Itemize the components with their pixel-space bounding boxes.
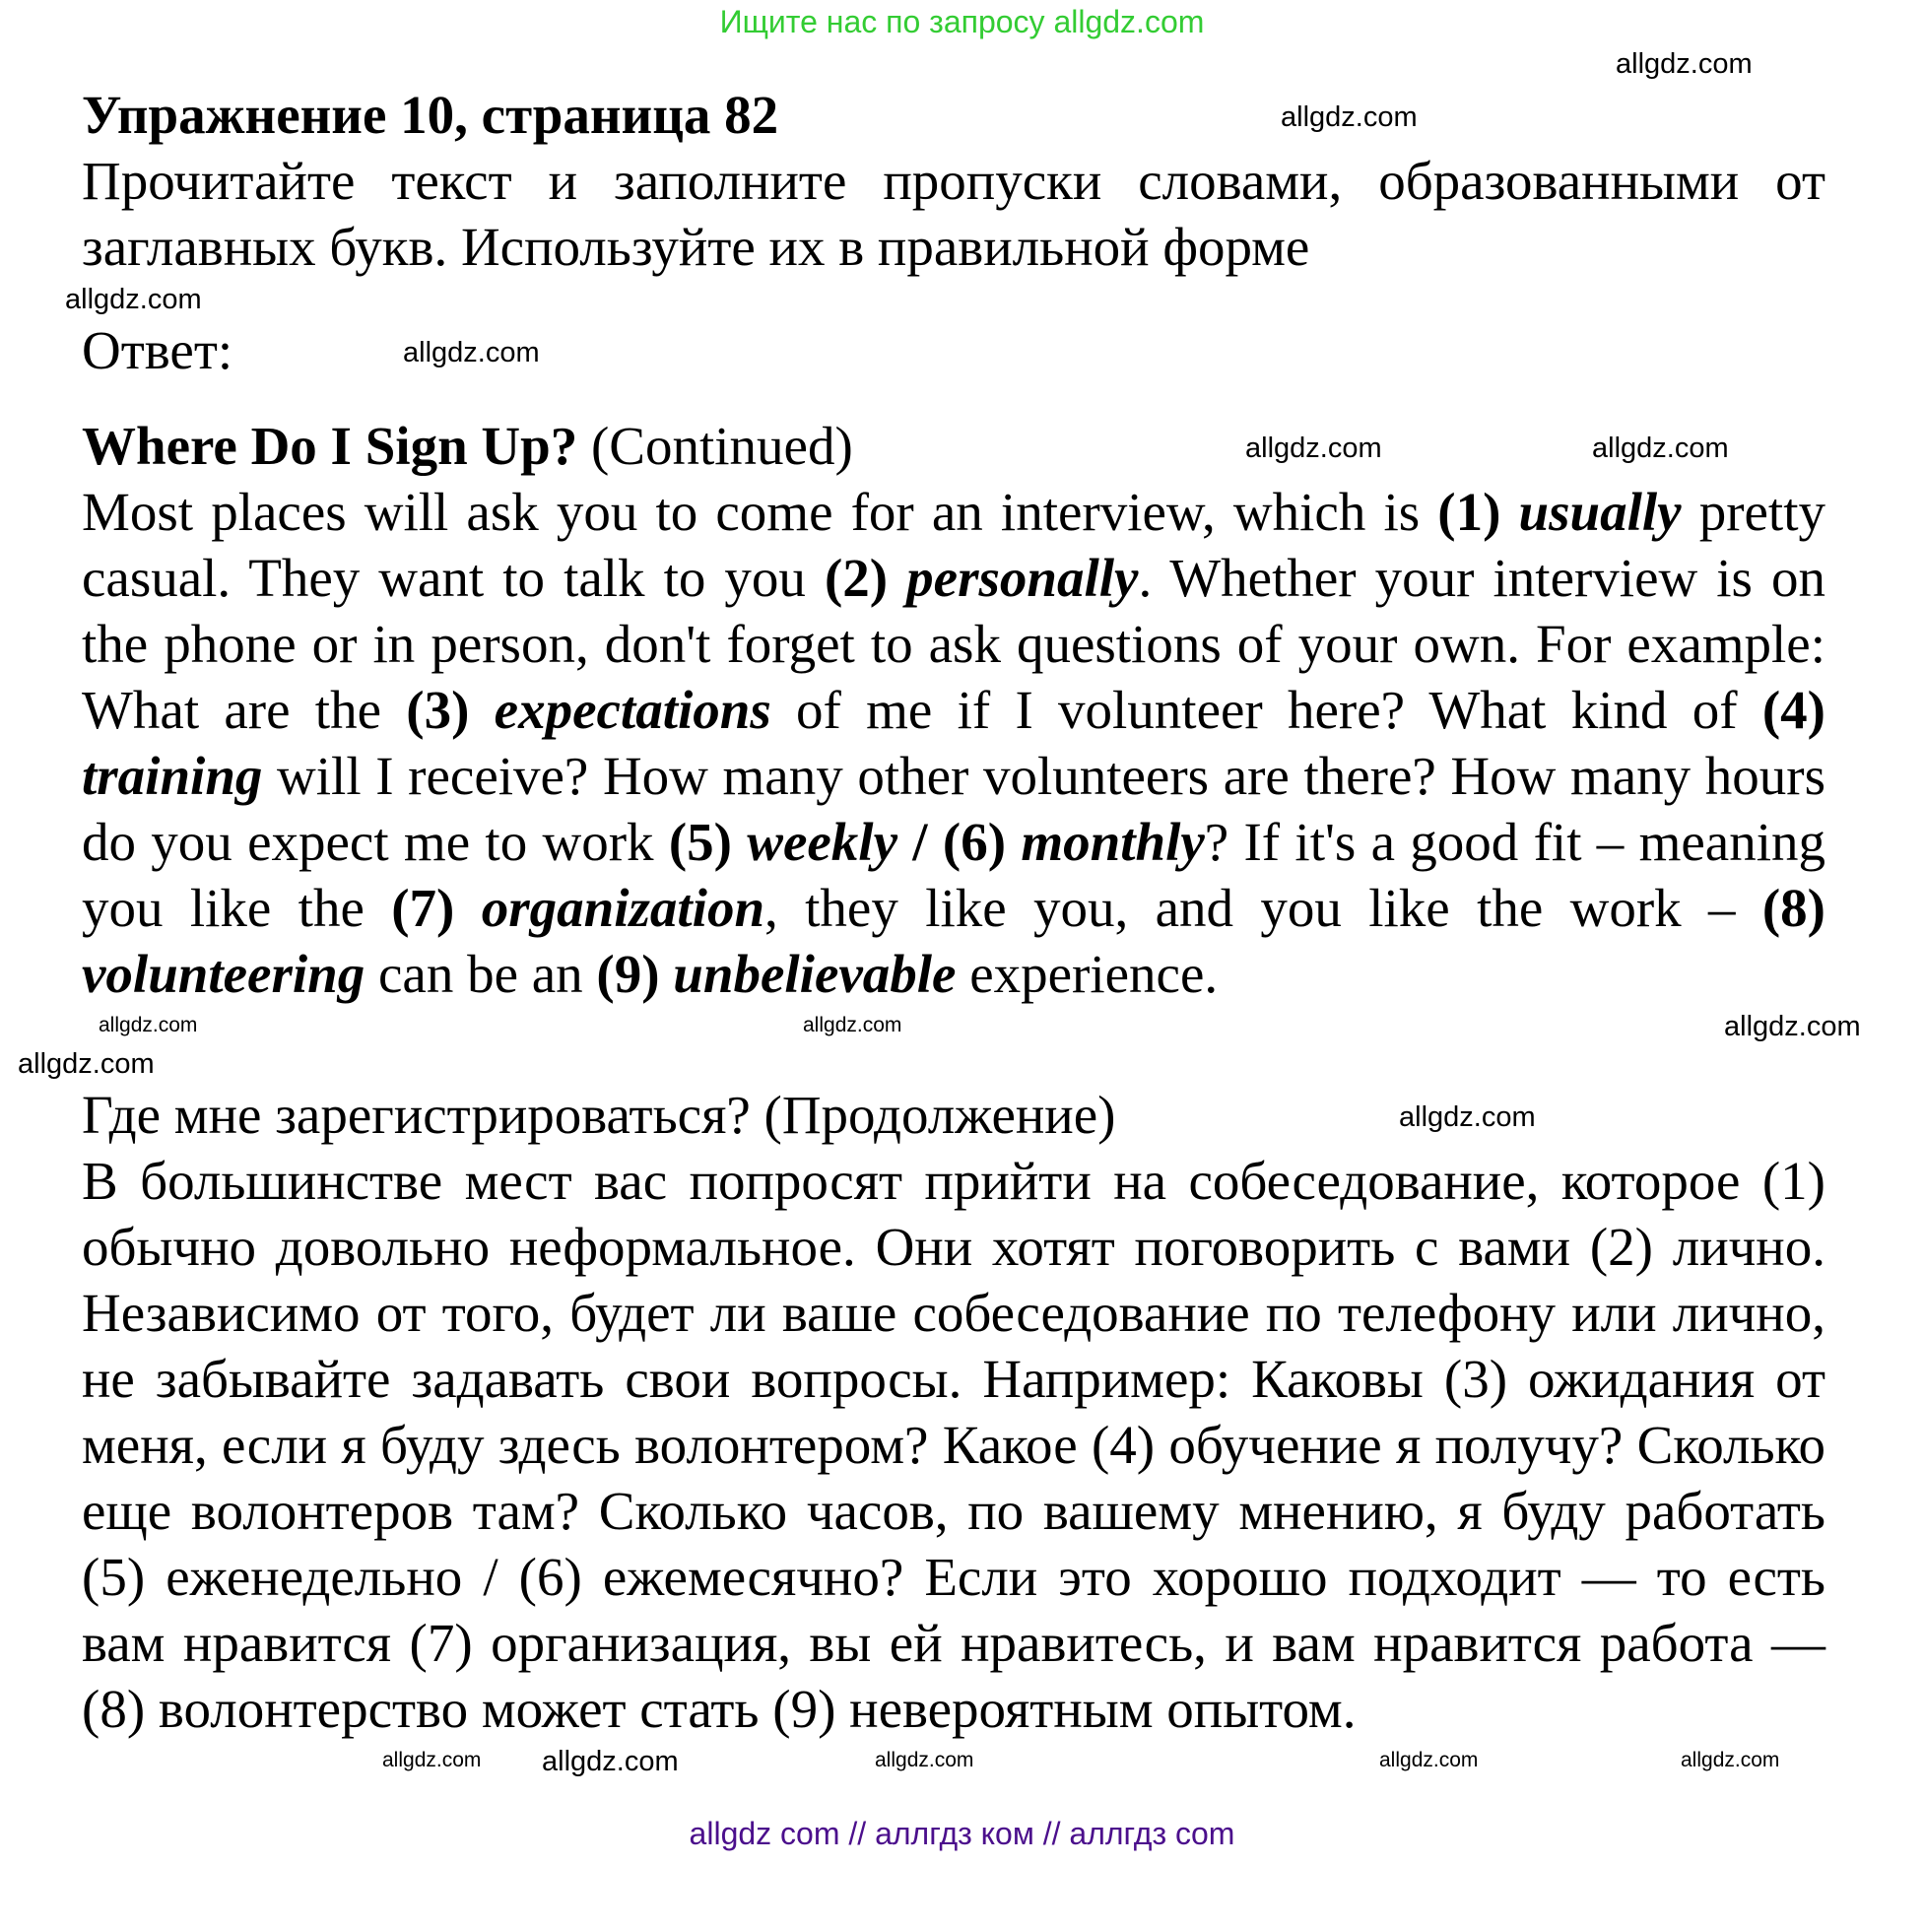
english-title-bold: Where Do I Sign Up?: [82, 416, 578, 476]
answer-word: weekly: [747, 812, 897, 872]
watermark: allgdz.com: [1681, 1749, 1780, 1771]
paragraph-text: will I receive? How many other volunteers are there? How many hours do you expect me to work: [82, 746, 1825, 872]
watermark: allgdz.com: [1592, 433, 1729, 464]
answer-word: personally: [906, 548, 1139, 608]
top-banner: Ищите нас по запросу allgdz.com: [719, 4, 1205, 39]
watermark-row: [0, 44, 1924, 82]
gap-number: (1): [1437, 482, 1519, 542]
paragraph-text: experience.: [956, 944, 1219, 1004]
answer-word: unbelievable: [673, 944, 957, 1004]
gap-number: (9): [596, 944, 674, 1004]
watermark-row: [0, 280, 1924, 317]
watermark: allgdz.com: [403, 337, 540, 368]
paragraph-text: , they like you, and you like the work –: [764, 878, 1762, 938]
paragraph-text: pretty casual. They want to talk to you: [82, 482, 1825, 608]
gap-number: (2): [824, 548, 907, 608]
gap-number: (6): [942, 812, 1022, 872]
watermark: allgdz.com: [542, 1746, 679, 1777]
gap-number: (3): [406, 680, 495, 740]
paragraph-text: Most places will ask you to come for an interview, which is: [82, 482, 1438, 542]
gap-number: /: [897, 812, 943, 872]
answer-word: expectations: [494, 680, 771, 740]
watermark-row: [0, 1742, 1924, 1779]
answer-label: Ответ:: [82, 320, 233, 380]
gap-number: (4): [1761, 680, 1825, 740]
paragraph-text: of me if I volunteer here? What kind of: [770, 680, 1762, 740]
watermark: allgdz.com: [382, 1749, 482, 1771]
footer-links: allgdz com // аллгдз ком // аллгдз com: [689, 1816, 1235, 1851]
instructions: Прочитайте текст и заполните пропуски словами, образованными от заглавных букв. Используйте их в правильной форме: [82, 151, 1825, 277]
paragraph-text: ? If it's a good fit – meaning you like the: [82, 812, 1825, 938]
watermark-row: [0, 1007, 1924, 1044]
answer-word: usually: [1518, 482, 1682, 542]
paragraph-text: . Whether your interview is on the phone or in person, don't forget to ask questions of your own. For example: What are the: [82, 548, 1825, 740]
exercise-title: Упражнение 10, страница 82: [82, 85, 779, 145]
watermark-row: [0, 1044, 1924, 1082]
watermark: allgdz.com: [18, 1048, 155, 1080]
english-title-row: [0, 413, 1924, 479]
answer-word: volunteering: [82, 944, 365, 1004]
russian-title-row: [0, 1082, 1924, 1148]
watermark: allgdz.com: [875, 1749, 974, 1771]
answer-row: [0, 317, 1924, 383]
gap-number: (5): [668, 812, 748, 872]
english-title: [82, 413, 853, 479]
gap-number: (8): [1761, 878, 1825, 938]
watermark: allgdz.com: [1245, 433, 1382, 464]
english-paragraph: [82, 479, 1825, 1007]
watermark: allgdz.com: [1379, 1749, 1479, 1771]
watermark: allgdz.com: [803, 1014, 902, 1036]
watermark: allgdz.com: [65, 284, 202, 315]
russian-title: Где мне зарегистрироваться? (Продолжение): [82, 1085, 1116, 1145]
english-title-rest: (Continued): [577, 416, 853, 476]
watermark: allgdz.com: [99, 1014, 198, 1036]
russian-paragraph: В большинстве мест вас попросят прийти на собеседование, которое (1) обычно довольно неформальное. Они хотят поговорить с вами (2) лично. Независимо от того, будет ли ваше собеседование по телефону или лично, не забывайте задавать свои вопросы. Например: Каковы (3) ожидания от меня, если я буду здесь волонтером? Какое (4) обучение я получу? Сколько еще волонтеров там? Сколько часов, по вашему мнению, я буду работать (5) еженедельно / (6) ежемесячно? Если это хорошо подходит — то есть вам нравится (7) организация, вы ей нравитесь, и вам нравится работа — (8) волонтерство может стать (9) невероятным опытом.: [82, 1151, 1825, 1739]
watermark: allgdz.com: [1281, 101, 1418, 133]
watermark: allgdz.com: [1724, 1011, 1861, 1042]
paragraph-text: can be an: [365, 944, 597, 1004]
watermark: allgdz.com: [1616, 48, 1753, 80]
answer-word: organization: [481, 878, 765, 938]
answer-word: training: [82, 746, 263, 806]
watermark: allgdz.com: [1399, 1101, 1536, 1133]
title-row: [0, 82, 1924, 148]
answer-word: monthly: [1021, 812, 1205, 872]
gap-number: (7): [391, 878, 482, 938]
